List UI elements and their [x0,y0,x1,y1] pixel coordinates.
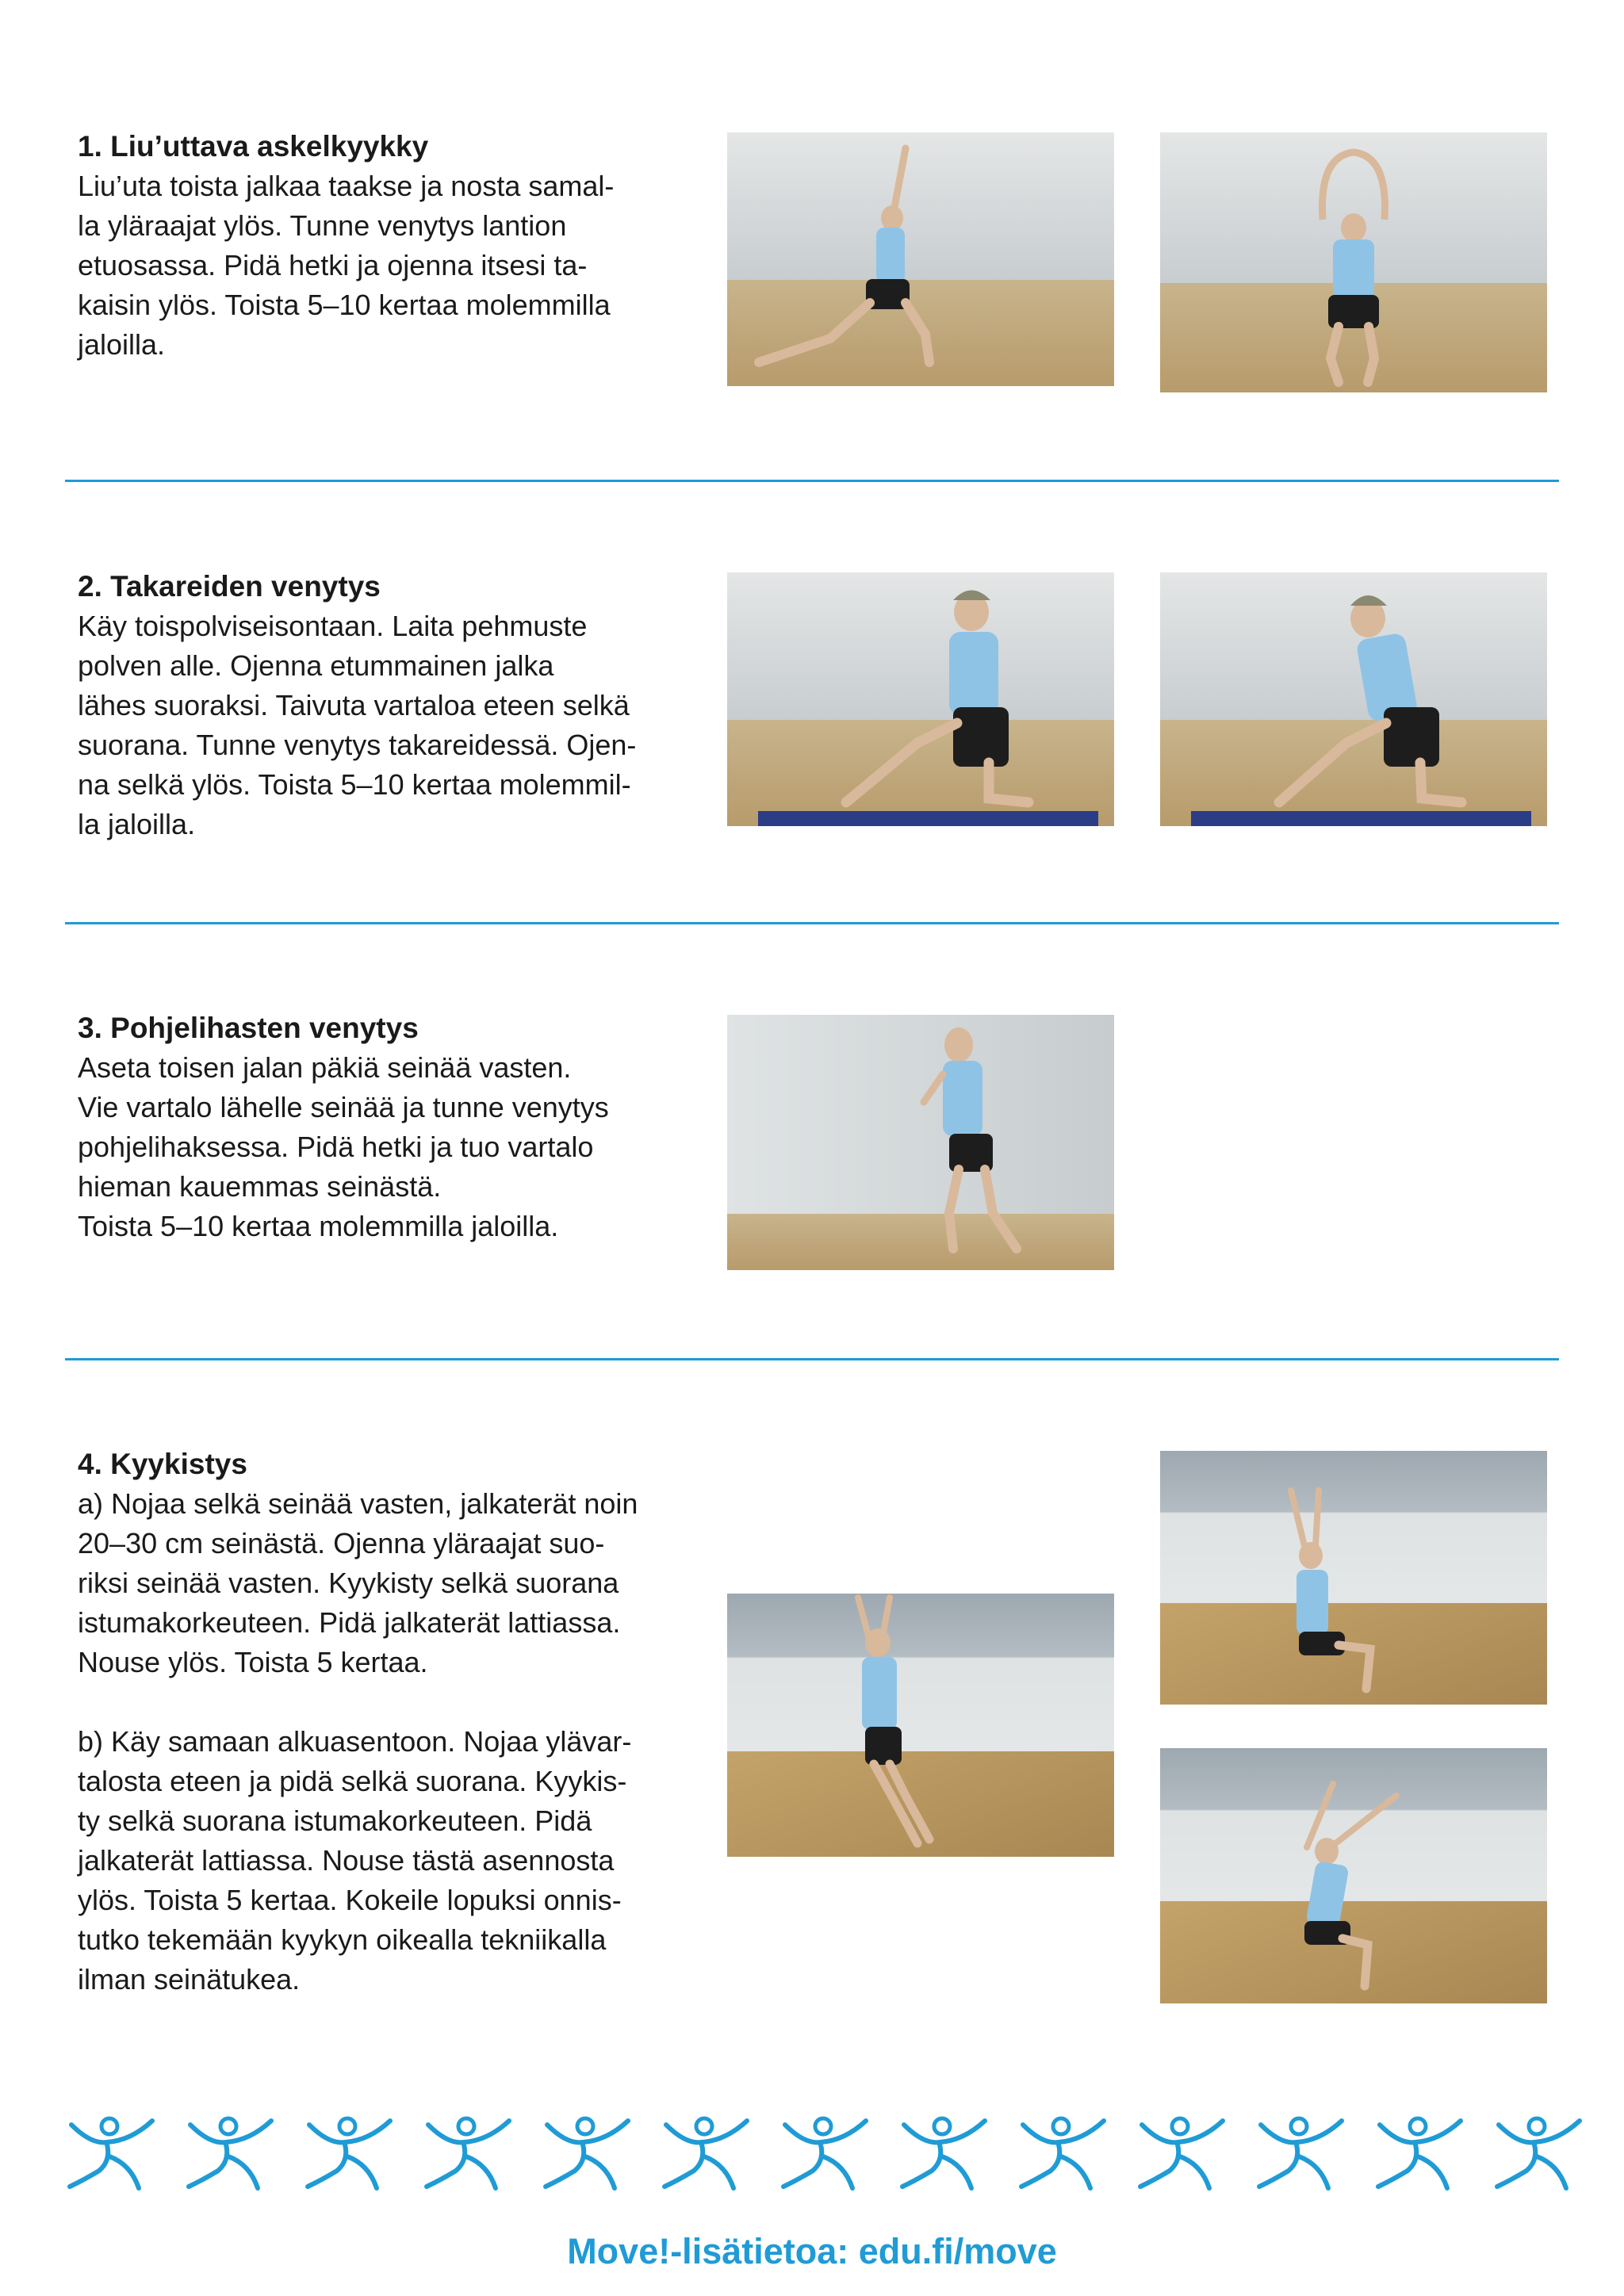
section-3-title: 3. Pohjelihasten venytys [78,1012,419,1044]
photo-wall-stand [727,1594,1114,1857]
hamstring-2-figure [1160,572,1547,826]
move-runner-icon [301,2109,396,2196]
move-runner-icon [1253,2109,1348,2196]
section-4-body-b: b) Käy samaan alkuasentoon. Nojaa ylävar- talosta eteen ja pidä selkä suorana. Kyykis- ty selkä suorana istumakorkeuteen. Pidä jalkaterät lattiassa. Nouse tästä asennosta ylös. Toista 5 kertaa. Kokeile lopuksi onnis- tutko tekemään kyykyn oikealla tekniikalla ilman seinätukea. [78,1725,632,1996]
move-runner-icon [1015,2109,1110,2196]
move-runner-icon [539,2109,634,2196]
move-runner-icon [420,2109,515,2196]
move-runner-icon [1134,2109,1229,2196]
wall-squat-b-figure [1160,1748,1547,2003]
section-2-body: Käy toispolviseisontaan. Laita pehmuste polven alle. Ojenna etummainen jalka lähes suoraksi. Taivuta vartaloa eteen selkä suorana. Tunne venytys takareidessä. Ojen- na selkä ylös. Toista 5–10 kertaa molemmil- la jaloilla. [78,610,637,840]
section-3 [78,1008,665,1246]
move-runner-icon [1372,2109,1467,2196]
footer-icon-row [63,2109,1586,2196]
photo-lunge-side [727,132,1114,386]
move-runner-icon [777,2109,872,2196]
move-runner-icon [1491,2109,1586,2196]
move-runner-icon [182,2109,278,2196]
section-1 [78,127,665,365]
section-3-body: Aseta toisen jalan päkiä seinää vasten. Vie vartalo lähelle seinää ja tunne venytys pohjelihaksessa. Pidä hetki ja tuo vartalo hieman kauemmas seinästä. Toista 5–10 kertaa molemmilla jaloilla. [78,1051,609,1242]
move-runner-icon [658,2109,753,2196]
wall-squat-a-figure [1160,1451,1547,1705]
section-2 [78,567,665,844]
hamstring-1-figure [727,572,1114,826]
photo-hamstring-1 [727,572,1114,826]
photo-hamstring-2 [1160,572,1547,826]
divider-2 [65,922,1559,924]
section-4-title: 4. Kyykistys [78,1448,247,1480]
footer-link-text[interactable]: Move!-lisätietoa: edu.fi/move [567,2231,1057,2271]
move-runner-icon [896,2109,991,2196]
photo-wall-squat-b [1160,1748,1547,2003]
section-4 [78,1445,665,1999]
section-1-title: 1. Liu’uttava askelkyykky [78,130,429,163]
section-1-body: Liu’uta toista jalkaa taakse ja nosta samal- la yläraajat ylös. Tunne venytys lantion etuosassa. Pidä hetki ja ojenna itsesi ta- kaisin ylös. Toista 5–10 kertaa molemmilla jaloilla. [78,170,615,361]
lunge-front-figure [1160,132,1547,392]
calf-stretch-figure [727,1015,1114,1270]
photo-lunge-front [1160,132,1547,392]
lunge-side-figure [727,132,1114,386]
wall-stand-figure [727,1594,1114,1857]
divider-3 [65,1358,1559,1360]
photo-wall-squat-a [1160,1451,1547,1705]
photo-calf-stretch [727,1015,1114,1270]
move-runner-icon [63,2109,159,2196]
section-2-title: 2. Takareiden venytys [78,570,381,603]
divider-1 [65,480,1559,482]
section-4-body-a: a) Nojaa selkä seinää vasten, jalkaterät noin 20–30 cm seinästä. Ojenna yläraajat suo- riksi seinää vasten. Kyykisty selkä suorana istumakorkeuteen. Pidä jalkaterät lattiassa. Nouse ylös. Toista 5 kertaa. [78,1487,638,1678]
